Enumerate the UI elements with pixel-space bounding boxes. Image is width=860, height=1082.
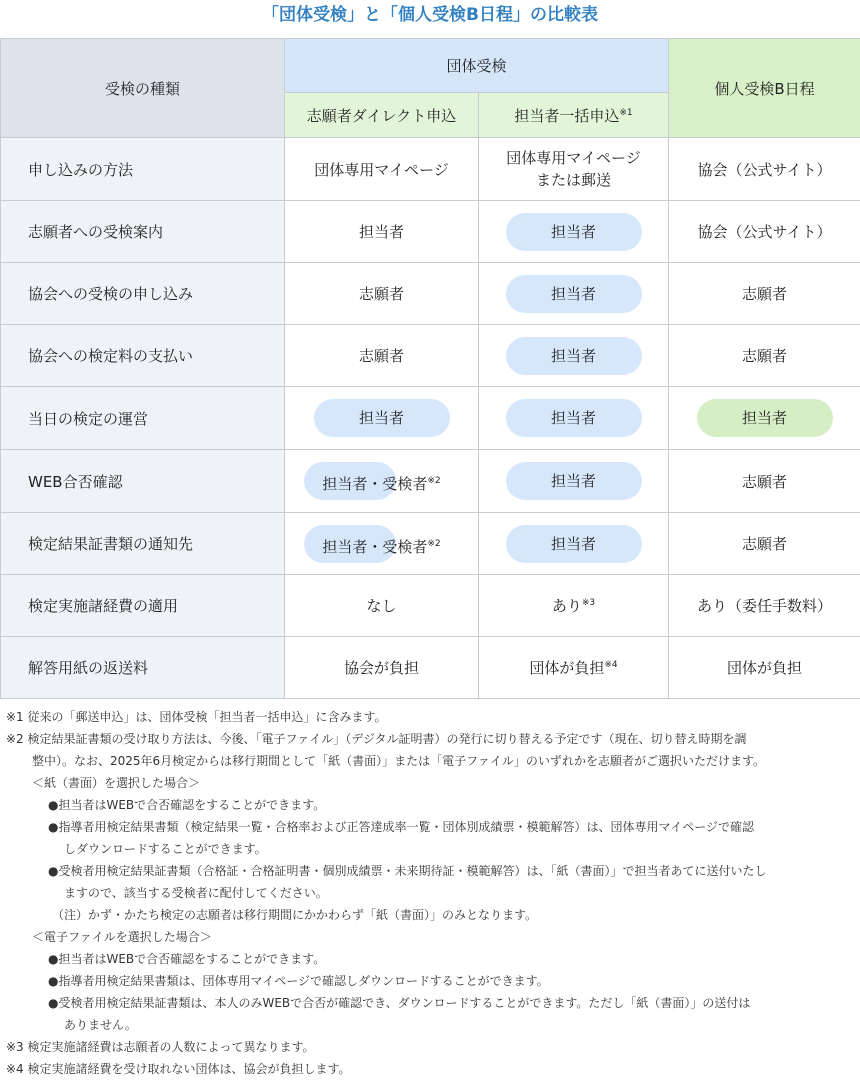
cell-direct: なし: [285, 575, 479, 637]
highlight-pill: 担当者: [506, 462, 642, 500]
cell-bulk-text: 団体が負担: [529, 659, 605, 677]
electronic-bullet-2: ●指導者用検定結果書類は、団体専用マイページで確認しダウンロードすることができます。: [48, 974, 549, 988]
row-label: 検定結果証書類の通知先: [1, 513, 285, 575]
footnote-1: ※1 従来の「郵送申込」は、団体受検「担当者一括申込」に含みます。: [6, 710, 387, 724]
electronic-bullet-3: ●受検者用検定結果証書類は、本人のみWEBで合否が確認でき、ダウンロードすることができます。ただし「紙（書面）」の送付は: [48, 996, 751, 1010]
paper-heading: ＜紙（書面）を選択した場合＞: [32, 776, 201, 790]
cell-individual: 団体が負担: [669, 637, 860, 699]
cell-direct: [285, 513, 479, 575]
cell-individual: [669, 387, 860, 450]
cell-direct: 協会が負担: [285, 637, 479, 699]
table-row: [1, 201, 860, 263]
highlight-pill: 担当者: [506, 213, 642, 251]
cell-direct-part2: ・受検者: [367, 537, 428, 556]
cell-bulk-line1: 団体専用マイページ: [506, 149, 641, 167]
row-label: 解答用紙の返送料: [1, 637, 285, 699]
cell-individual: 志願者: [669, 450, 860, 513]
row-label: 志願者への受検案内: [1, 201, 285, 263]
header-sub-direct: 志願者ダイレクト申込: [285, 93, 479, 138]
cell-direct: 団体専用マイページ: [285, 138, 479, 201]
table-row: [1, 387, 860, 450]
comparison-table: [0, 38, 860, 699]
header-row-top: [1, 39, 860, 93]
highlight-pill: 担当者: [506, 275, 642, 313]
header-kind: 受検の種類: [1, 39, 285, 138]
cell-direct: [285, 387, 479, 450]
electronic-bullet-3-cont: ありません。: [64, 1018, 137, 1032]
paper-bullet-1: ●担当者はWEBで合否確認をすることができます。: [48, 798, 326, 812]
header-individual: 個人受検B日程: [669, 39, 860, 138]
footnote-mark: ※2: [427, 538, 441, 549]
footnote-mark: ※3: [581, 598, 596, 608]
footnote-mark: ※2: [427, 476, 441, 486]
highlight-pill: 担当者: [506, 399, 642, 437]
cell-bulk: [479, 387, 669, 450]
cell-direct: 志願者: [285, 263, 479, 325]
header-sub-bulk-note: ※1: [619, 107, 633, 118]
cell-bulk: [479, 325, 669, 387]
cell-bulk-line2: または郵送: [536, 171, 612, 189]
paper-bullet-2-cont: しダウンロードすることができます。: [64, 842, 267, 856]
page-title: 「団体受検」と「個人受検B日程」の比較表: [262, 5, 598, 25]
row-label: 申し込みの方法: [1, 138, 285, 201]
electronic-heading: ＜電子ファイルを選択した場合＞: [32, 930, 212, 944]
cell-direct-part2: ・受検者: [367, 475, 428, 493]
header-sub-bulk-label: 担当者一括申込: [514, 106, 620, 125]
cell-individual: あり（委任手数料）: [669, 575, 860, 637]
paper-bullet-2: ●指導者用検定結果書類（検定結果一覧・合格率および正答達成率一覧・団体別成績票・模範解答）は、団体専用マイページで確認: [48, 820, 754, 834]
table-row: [1, 575, 860, 637]
table-row: [1, 263, 860, 325]
cell-direct: 志願者: [285, 325, 479, 387]
table-row: [1, 513, 860, 575]
footnote-mark: ※4: [604, 660, 618, 670]
paper-note: （注）かず・かたち検定の志願者は移行期間にかかわらず「紙（書面）」のみとなります。: [52, 908, 538, 922]
cell-direct: 担当者: [285, 201, 479, 263]
cell-bulk: [479, 263, 669, 325]
paper-bullet-3-cont: ますので、該当する受検者に配付してください。: [64, 886, 328, 900]
cell-bulk-text: あり: [551, 597, 582, 615]
row-label: 協会への受検の申し込み: [1, 263, 285, 325]
electronic-bullet-1: ●担当者はWEBで合否確認をすることができます。: [48, 952, 326, 966]
row-label: 協会への検定料の支払い: [1, 325, 285, 387]
cell-bulk: [479, 637, 669, 699]
row-label: WEB合否確認: [1, 450, 285, 513]
footnote-2-line2: 整中）。なお、2025年6月検定からは移行期間として「紙（書面）」または「電子ファイル」のいずれかを志願者がご選択いただけます。: [32, 754, 765, 768]
row-label: 当日の検定の運営: [1, 387, 285, 450]
cell-direct-part1: 担当者: [322, 537, 368, 556]
footnote-4: ※4 検定実施諸経費を受け取れない団体は、協会が負担します。: [6, 1062, 351, 1076]
table-row: [1, 450, 860, 513]
highlight-pill-green: 担当者: [697, 399, 833, 437]
row-label: 検定実施諸経費の適用: [1, 575, 285, 637]
cell-bulk: [479, 513, 669, 575]
footnote-2-line1: ※2 検定結果証書類の受け取り方法は、今後、「電子ファイル」（デジタル証明書）の発行に切り替える予定です（現在、切り替え時期を調: [6, 732, 747, 746]
table-row: [1, 138, 860, 201]
header-group: 団体受検: [285, 39, 669, 93]
footnote-3: ※3 検定実施諸経費は志願者の人数によって異なります。: [6, 1040, 315, 1054]
cell-individual: 協会（公式サイト）: [669, 201, 860, 263]
cell-bulk: [479, 201, 669, 263]
cell-individual: 協会（公式サイト）: [669, 138, 860, 201]
cell-direct-part1: 担当者: [322, 475, 368, 493]
footnotes: [0, 706, 860, 1080]
cell-bulk: [479, 575, 669, 637]
highlight-pill: 担当者: [506, 337, 642, 375]
cell-individual: 志願者: [669, 513, 860, 575]
header-sub-bulk: [479, 93, 669, 138]
paper-bullet-3: ●受検者用検定結果証書類（合格証・合格証明書・個別成績票・未来期待証・模範解答）は、「紙（書面）」で担当者あてに送付いたし: [48, 864, 767, 878]
table-row: [1, 637, 860, 699]
cell-direct: [285, 450, 479, 513]
highlight-pill: 担当者: [314, 399, 450, 437]
cell-individual: 志願者: [669, 325, 860, 387]
table-row: [1, 325, 860, 387]
cell-bulk: [479, 450, 669, 513]
cell-individual: 志願者: [669, 263, 860, 325]
highlight-pill: 担当者: [506, 525, 642, 563]
cell-bulk: [479, 138, 669, 201]
